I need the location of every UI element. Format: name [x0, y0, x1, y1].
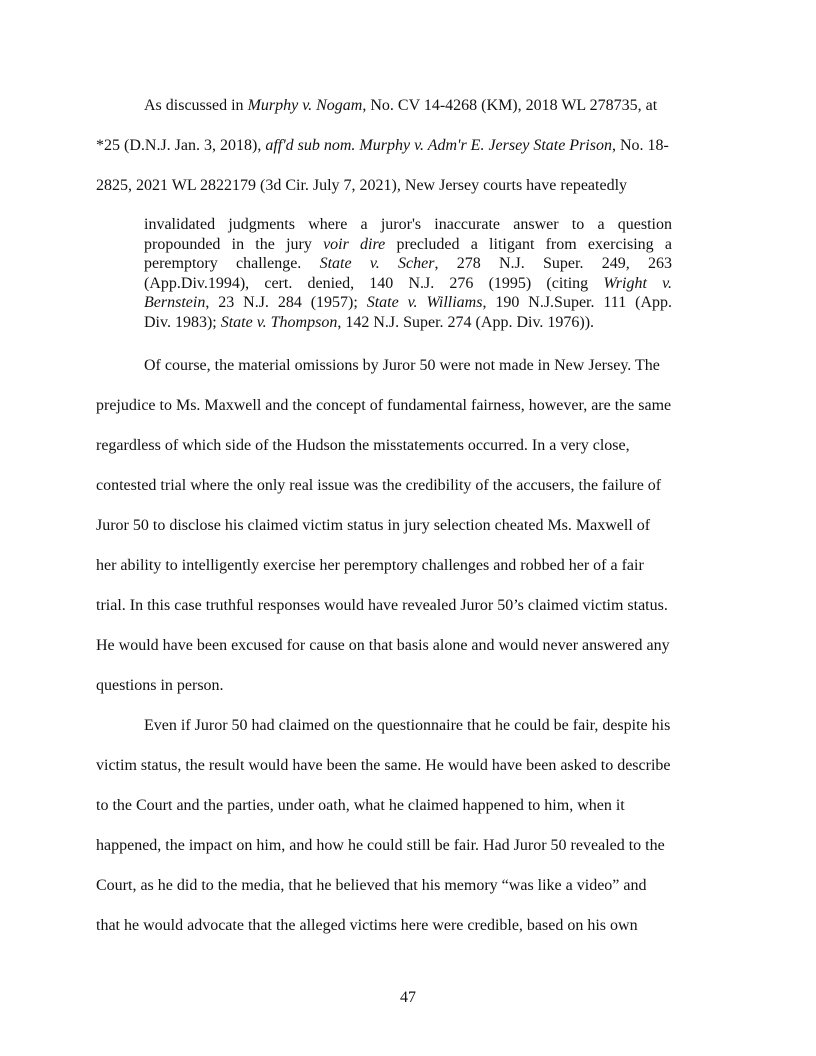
text-run: , 278 N.J. Super. 249, 263: [434, 255, 672, 273]
paragraph-3-line-1: Even if Juror 50 had claimed on the questionnaire that he could be fair, despite his: [144, 717, 671, 734]
paragraph-3-line-4: happened, the impact on him, and how he could still be fair. Had Juror 50 revealed to the: [96, 837, 665, 854]
italic-term: voir dire: [323, 235, 386, 253]
paragraph-2-line-6: her ability to intelligently exercise her peremptory challenges and robbed her of a fair: [96, 557, 644, 574]
text-run: (App.Div.1994), cert. denied, 140 N.J. 276 (1995) (citing: [144, 274, 604, 292]
text-run: , No. 18-: [611, 137, 669, 154]
text-run: *25 (D.N.J. Jan. 3, 2018),: [96, 137, 266, 154]
text-run: peremptory challenge.: [144, 255, 320, 273]
case-citation: aff'd sub nom. Murphy v. Adm'r E. Jersey State Prison: [265, 137, 612, 154]
block-quote-line-2: [144, 235, 672, 255]
text-run: Div. 1983);: [144, 313, 221, 331]
case-citation: State v. Williams: [366, 294, 483, 312]
text-run: propounded in the jury: [144, 235, 324, 253]
block-quote-line-5: [144, 293, 672, 313]
case-citation: State v. Thompson: [220, 313, 338, 331]
text-run: , No. CV 14-4268 (KM), 2018 WL 278735, at: [362, 97, 658, 114]
paragraph-1-line-3: 2825, 2021 WL 2822179 (3d Cir. July 7, 2021), New Jersey courts have repeatedly: [96, 177, 628, 194]
text-run: , 190 N.J.Super. 111 (App.: [482, 294, 673, 312]
text-run: precluded a litigant from exercising a: [385, 235, 672, 253]
paragraph-3-line-2: victim status, the result would have been the same. He would have been asked to describe: [96, 757, 671, 774]
block-quote: [144, 215, 672, 333]
paragraph-2-line-9: questions in person.: [96, 677, 224, 694]
block-quote-line-6: [144, 313, 672, 333]
paragraph-1-line-2: [96, 136, 669, 156]
block-quote-line-4: [144, 274, 672, 294]
paragraph-2-line-7: trial. In this case truthful responses would have revealed Juror 50’s claimed victim status.: [96, 597, 668, 614]
paragraph-2-line-1: Of course, the material omissions by Juror 50 were not made in New Jersey. The: [144, 357, 660, 374]
paragraph-3-line-5: Court, as he did to the media, that he believed that his memory “was like a video” and: [96, 877, 647, 894]
paragraph-3-line-6: that he would advocate that the alleged victims here were credible, based on his own: [96, 917, 638, 934]
paragraph-2-line-2: prejudice to Ms. Maxwell and the concept of fundamental fairness, however, are the same: [96, 397, 672, 414]
paragraph-3-line-3: to the Court and the parties, under oath, what he claimed happened to him, when it: [96, 797, 625, 814]
text-run: , 23 N.J. 284 (1957);: [205, 294, 367, 312]
text-run: , 142 N.J. Super. 274 (App. Div. 1976)).: [337, 313, 595, 331]
paragraph-2-line-8: He would have been excused for cause on that basis alone and would never answered any: [96, 637, 670, 654]
block-quote-line-3: [144, 254, 672, 274]
paragraph-2-line-3: regardless of which side of the Hudson the misstatements occurred. In a very close,: [96, 437, 630, 454]
case-citation: State v. Scher: [319, 255, 435, 273]
text-run: As discussed in: [144, 97, 248, 114]
page-number: 47: [400, 989, 416, 1006]
case-citation: Bernstein: [144, 294, 206, 312]
paragraph-2-line-5: Juror 50 to disclose his claimed victim status in jury selection cheated Ms. Maxwell of: [96, 517, 651, 534]
block-quote-line-1: invalidated judgments where a juror's inaccurate answer to a question: [144, 216, 672, 233]
case-citation: Wright v.: [603, 274, 673, 292]
case-citation: Murphy v. Nogam: [247, 97, 363, 114]
paragraph-2-line-4: contested trial where the only real issue was the credibility of the accusers, the failure of: [96, 477, 662, 494]
paragraph-1-line-1: [144, 96, 657, 116]
